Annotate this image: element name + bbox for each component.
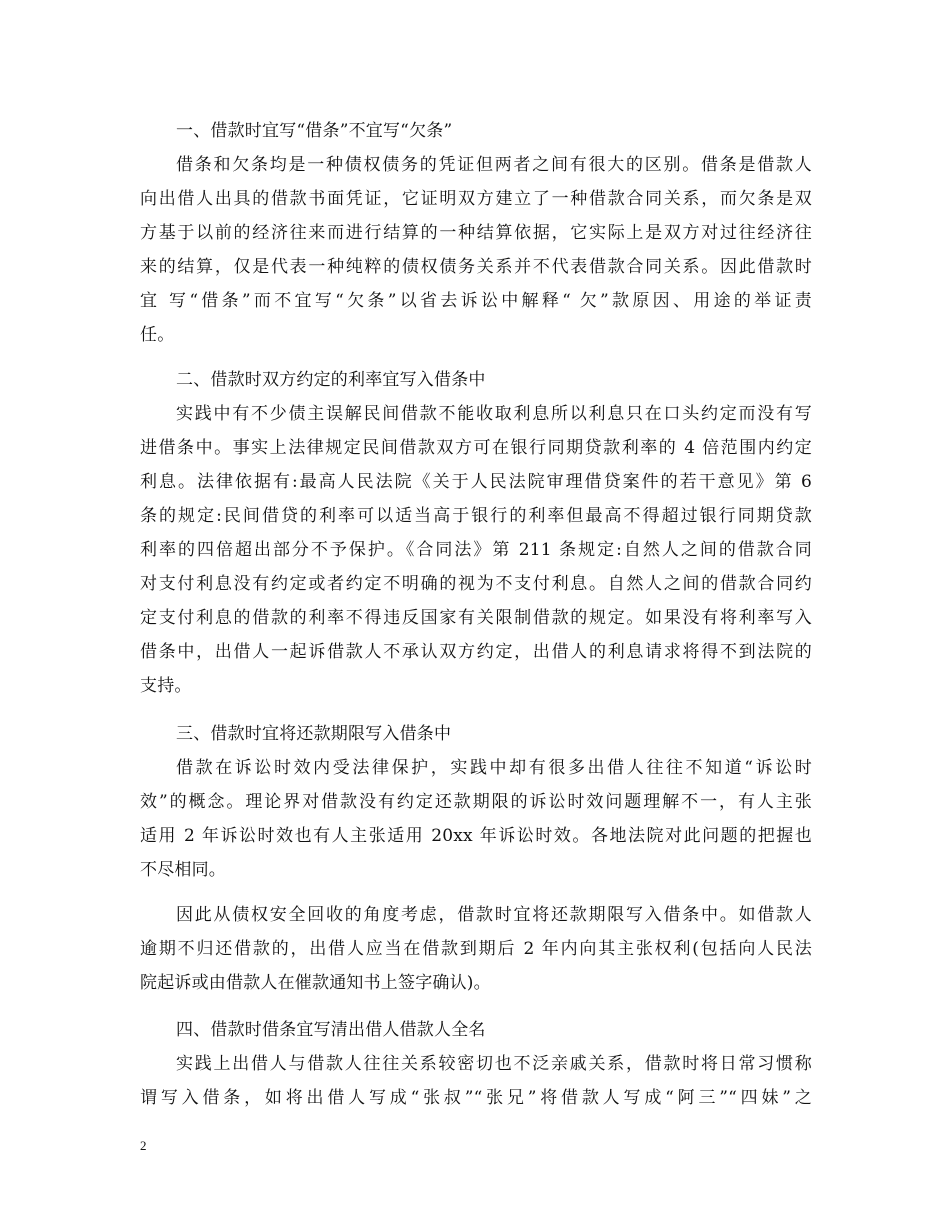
paragraph-line: 不尽相同。 (140, 860, 226, 880)
paragraph-line: 进借条中。事实上法律规定民间借款双方可在银行同期贷款利率的 4 倍范围内约定 (140, 438, 812, 458)
paragraph-line: 支持。 (140, 676, 192, 696)
page-number: 2 (140, 1138, 147, 1153)
paragraph-line: 实践上出借人与借款人往往关系较密切也不泛亲戚关系，借款时将日常习惯称 (176, 1054, 812, 1074)
paragraph-line: 宜 写“借条”而不宜写“欠条”以省去诉讼中解释“ 欠”款原因、用途的举证责 (140, 291, 812, 311)
paragraph-line: 利率的四倍超出部分不予保护。《合同法》第 211 条规定:自然人之间的借款合同 (140, 540, 812, 560)
paragraph-line: 借条和欠条均是一种债权债务的凭证但两者之间有很大的区别。借条是借款人 (176, 155, 812, 175)
paragraph-line: 条的规定:民间借贷的利率可以适当高于银行的利率但最高不得超过银行同期贷款 (140, 506, 812, 526)
paragraph-line: 利息。法律依据有:最高人民法院《关于人民法院审理借贷案件的若干意见》第 6 (140, 472, 812, 492)
paragraph-line: 实践中有不少债主误解民间借款不能收取利息所以利息只在口头约定而没有写 (176, 404, 812, 424)
paragraph-line: 借条中，出借人一起诉借款人不承认双方约定，出借人的利息请求将得不到法院的 (140, 642, 812, 662)
section-heading-1: 一、借款时宜写“借条”不宜写“欠条” (176, 121, 453, 141)
section-heading-4: 四、借款时借条宜写清出借人借款人全名 (176, 1020, 486, 1040)
paragraph-line: 对支付利息没有约定或者约定不明确的视为不支付利息。自然人之间的借款合同约 (140, 574, 812, 594)
paragraph-line: 方基于以前的经济往来而进行结算的一种结算依据，它实际上是双方对过往经济往 (140, 223, 812, 243)
paragraph-line: 逾期不归还借款的，出借人应当在借款到期后 2 年内向其主张权利(包括向人民法 (140, 939, 812, 959)
paragraph-line: 院起诉或由借款人在催款通知书上签字确认)。 (140, 973, 491, 993)
paragraph-line: 效”的概念。理论界对借款没有约定还款期限的诉讼时效问题理解不一，有人主张 (140, 792, 812, 812)
section-heading-3: 三、借款时宜将还款期限写入借条中 (176, 724, 452, 744)
section-heading-2: 二、借款时双方约定的利率宜写入借条中 (176, 370, 486, 390)
paragraph-line: 因此从债权安全回收的角度考虑，借款时宜将还款期限写入借条中。如借款人 (176, 905, 812, 925)
paragraph-line: 定支付利息的借款的利率不得违反国家有关限制借款的规定。如果没有将利率写入 (140, 608, 812, 628)
paragraph-line: 任。 (140, 325, 175, 345)
paragraph-line: 向出借人出具的借款书面凭证，它证明双方建立了一种借款合同关系，而欠条是双 (140, 189, 812, 209)
paragraph-line: 谓写入借条，如将出借人写成“张叔”“张兄”将借款人写成“阿三”“四妹”之 (140, 1088, 812, 1108)
paragraph-line: 适用 2 年诉讼时效也有人主张适用 20xx 年诉讼时效。各地法院对此问题的把握也 (140, 826, 812, 846)
paragraph-line: 借款在诉讼时效内受法律保护，实践中却有很多出借人往往不知道“诉讼时 (176, 758, 812, 778)
paragraph-line: 来的结算，仅是代表一种纯粹的债权债务关系并不代表借款合同关系。因此借款时 (140, 257, 812, 277)
